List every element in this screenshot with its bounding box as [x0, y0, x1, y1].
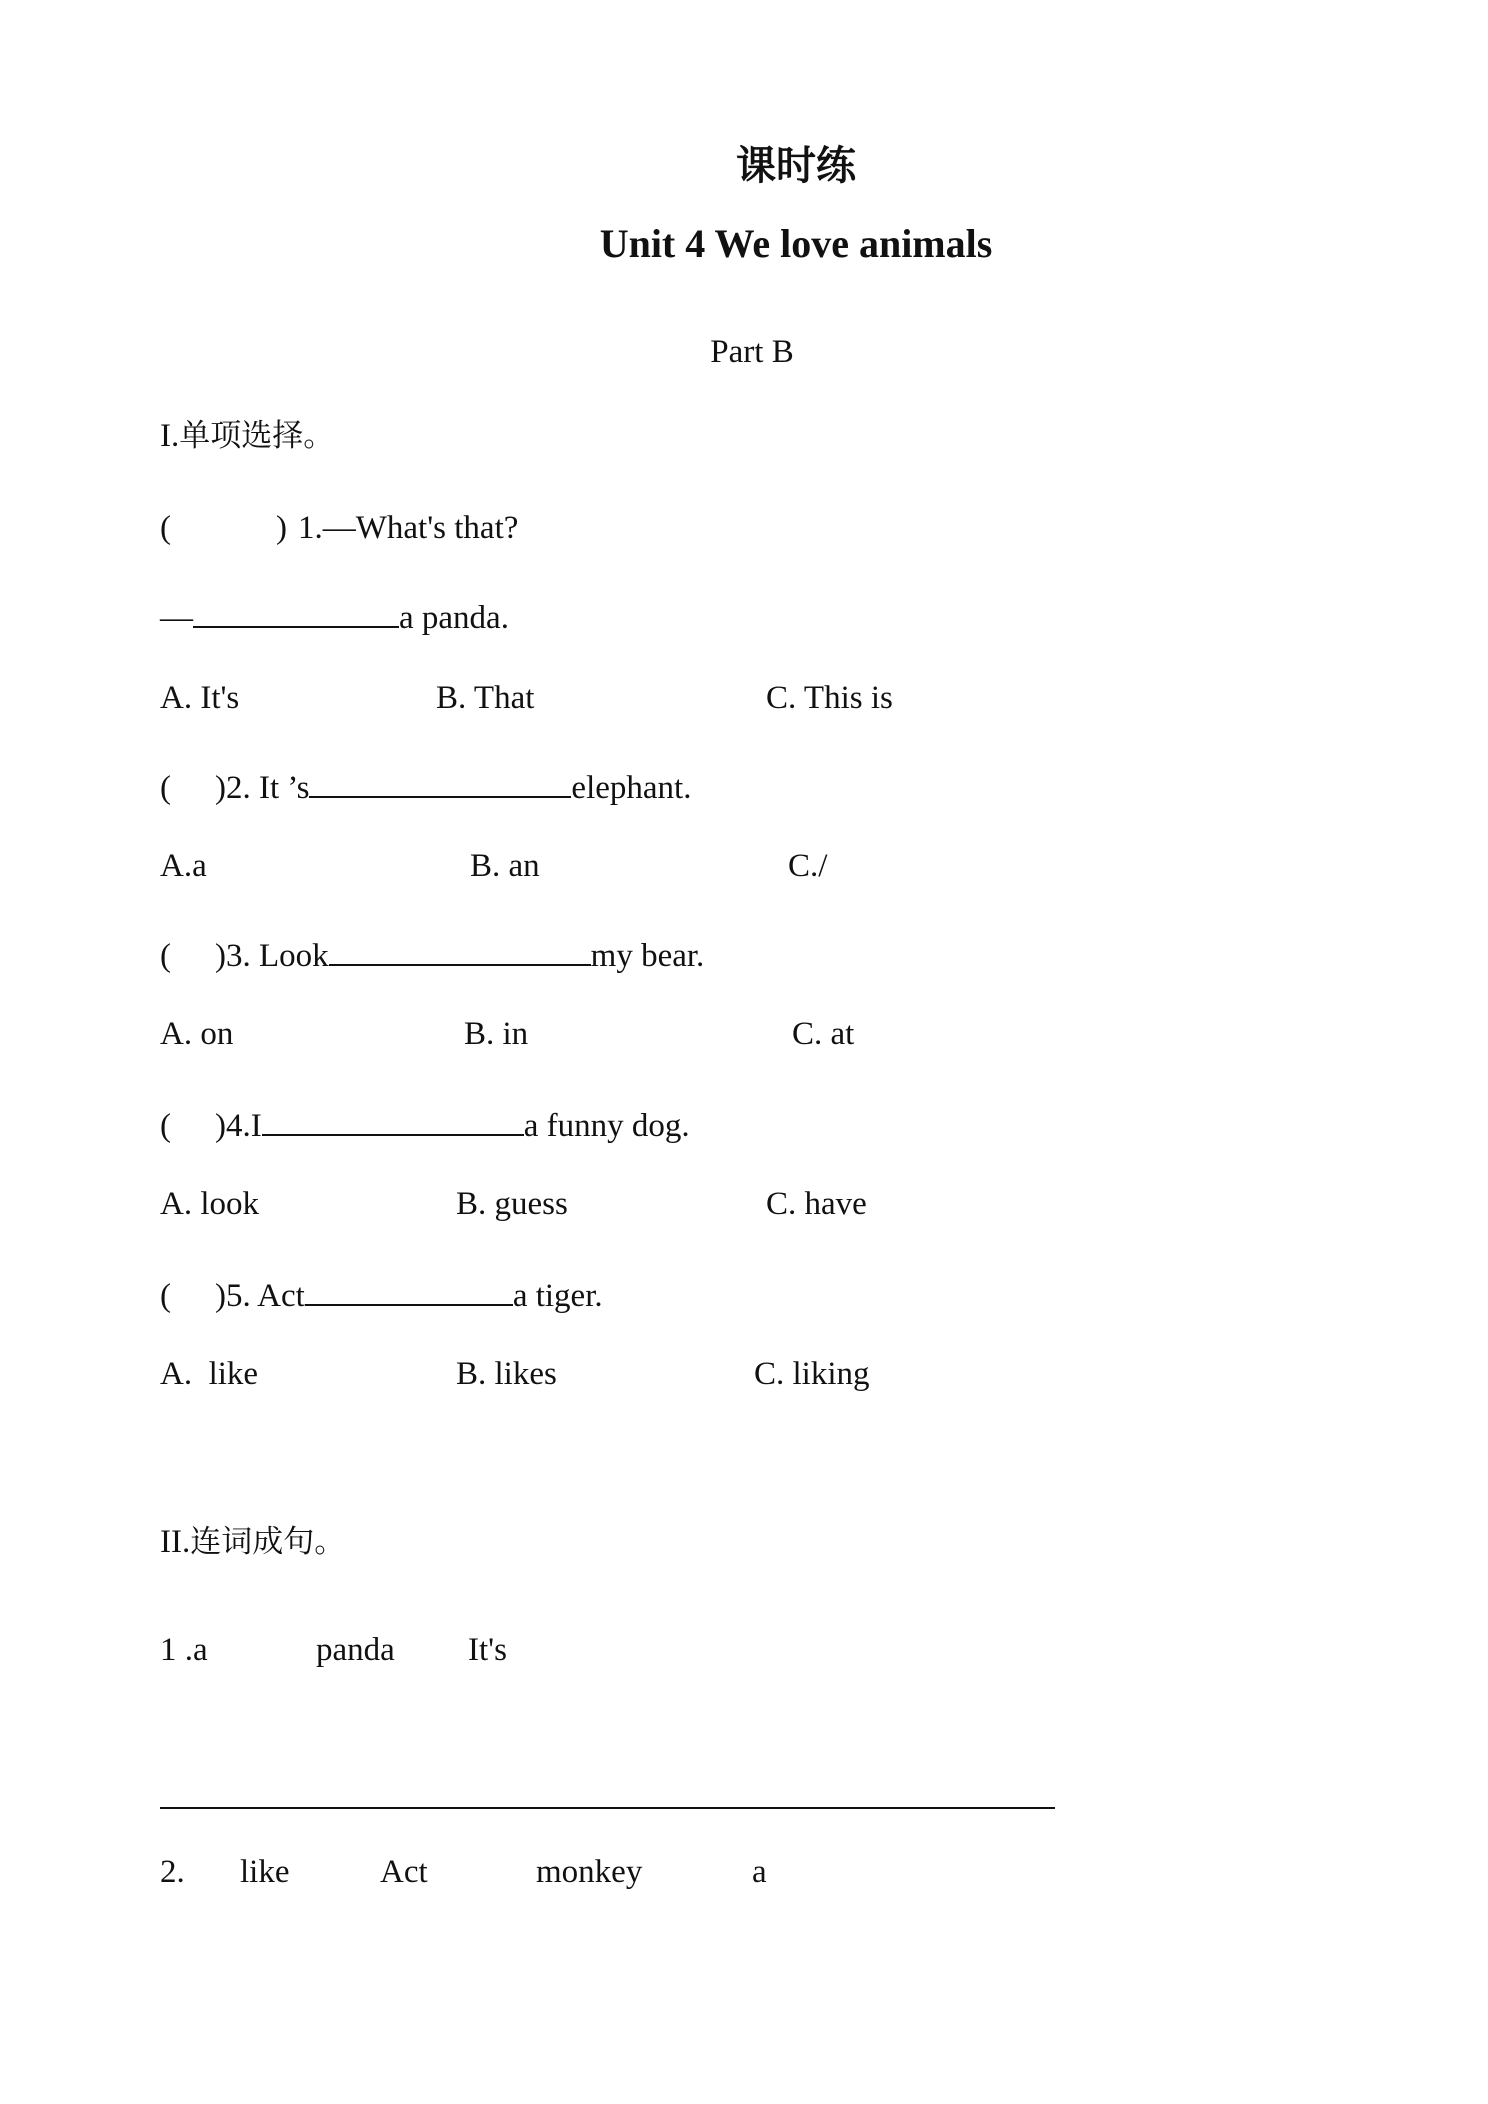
question-2-stem-before: 2. It ’s [226, 770, 310, 806]
question-2-option-b: B. an [470, 848, 540, 884]
question-5-stem-after: a tiger. [512, 1278, 603, 1314]
question-2-option-c: C./ [788, 848, 828, 884]
question-5-paren-open: ( [160, 1278, 171, 1314]
part-label: Part B [710, 334, 794, 370]
question-4-line [160, 1104, 690, 1143]
question-4-stem-after: a funny dog. [523, 1108, 690, 1144]
question-1-stem-after: a panda. [399, 600, 509, 636]
question-1-stem: 1.—What's that? [298, 510, 519, 546]
question-1-option-a: A. It's [160, 680, 240, 716]
item-2-word: monkey [536, 1854, 643, 1890]
question-1-dash: — [160, 600, 193, 636]
unit-title: Unit 4 We love animals [599, 221, 993, 266]
question-3-option-b: B. in [464, 1016, 529, 1052]
question-4-option-b: B. guess [456, 1186, 568, 1222]
question-4-paren-open: ( [160, 1108, 171, 1144]
question-5-line [160, 1274, 603, 1313]
item-2-word: Act [380, 1854, 428, 1890]
section1-title: 单项选择。 [179, 418, 335, 454]
question-3-stem-after: my bear. [590, 938, 705, 974]
item-2-word: a [752, 1854, 767, 1890]
question-1-paren-close: ) [276, 510, 287, 546]
question-5-stem-before: 5. Act [226, 1278, 305, 1314]
worksheet-title-cn: 课时练 [736, 143, 856, 189]
question-2-line [160, 766, 691, 805]
section2-number: II. [160, 1524, 191, 1560]
question-3-stem-before: 3. Look [226, 938, 329, 974]
question-3-paren-open: ( [160, 938, 171, 974]
section1-number: I. [160, 418, 180, 454]
question-3-paren-close: ) [215, 938, 226, 974]
question-2-stem-after: elephant. [571, 770, 692, 806]
section2-title: 连词成句。 [190, 1524, 346, 1560]
section2-heading [160, 1526, 345, 1559]
question-4-option-a: A. look [160, 1186, 259, 1222]
section1-heading [160, 420, 334, 453]
question-3-option-c: C. at [792, 1016, 855, 1052]
question-2-paren-open: ( [160, 770, 171, 806]
question-1-blank[interactable] [193, 596, 399, 628]
question-4-option-c: C. have [766, 1186, 867, 1222]
question-5-option-b: B. likes [456, 1356, 557, 1392]
question-4-paren-close: ) [215, 1108, 226, 1144]
item-1-number: 1 .a [160, 1632, 208, 1668]
question-3-line [160, 934, 704, 973]
question-4-stem-before: 4.I [226, 1108, 262, 1144]
question-1-answer-line [160, 596, 509, 635]
question-2-blank[interactable] [309, 766, 571, 798]
item-1-answer-line[interactable] [160, 1807, 1055, 1809]
question-5-blank[interactable] [305, 1274, 513, 1306]
question-5-paren-close: ) [215, 1278, 226, 1314]
question-5-option-a: A. like [160, 1356, 259, 1392]
question-3-blank[interactable] [329, 934, 591, 966]
question-1-paren-open: ( [160, 510, 171, 546]
item-1-word: It's [468, 1632, 507, 1668]
item-2-number: 2. [160, 1854, 185, 1890]
question-3-option-a: A. on [160, 1016, 234, 1052]
question-2-option-a: A.a [160, 848, 207, 884]
item-1-word: panda [316, 1632, 395, 1668]
item-2-word: like [240, 1854, 290, 1890]
question-1-option-b: B. That [436, 680, 535, 716]
question-5-option-c: C. liking [754, 1356, 870, 1392]
question-4-blank[interactable] [262, 1104, 524, 1136]
question-1-option-c: C. This is [766, 680, 893, 716]
question-2-paren-close: ) [215, 770, 226, 806]
